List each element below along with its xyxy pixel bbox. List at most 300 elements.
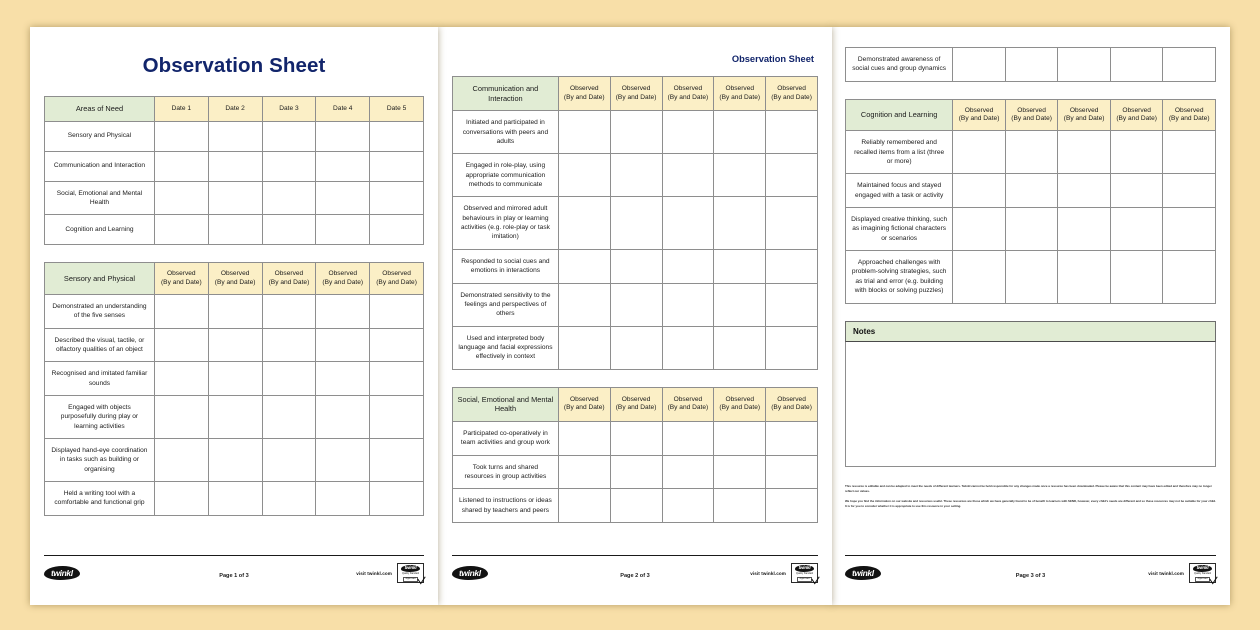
entry-cell[interactable] bbox=[766, 489, 818, 523]
entry-cell[interactable] bbox=[558, 283, 610, 326]
entry-cell[interactable] bbox=[662, 111, 714, 154]
badge-line-1: Quality Standard bbox=[401, 573, 420, 576]
badge-twinkl-logo: twinkl bbox=[401, 565, 420, 572]
entry-cell[interactable] bbox=[316, 215, 370, 245]
entry-cell[interactable] bbox=[370, 294, 424, 328]
observed-line2: (By and Date) bbox=[322, 278, 364, 286]
row-label: Demonstrated an understanding of the five senses bbox=[45, 294, 155, 328]
entry-cell[interactable] bbox=[154, 121, 208, 151]
row-label: Displayed creative thinking, such as imagining fictional characters or scenarios bbox=[846, 207, 953, 250]
column-header-observed-2 bbox=[610, 77, 662, 111]
visit-link[interactable]: visit twinkl.com bbox=[1148, 570, 1184, 576]
entry-cell[interactable] bbox=[154, 362, 208, 396]
observed-line1: Observed bbox=[274, 270, 304, 278]
entry-cell[interactable] bbox=[316, 294, 370, 328]
disclaimer-paragraph-1: This resource is editable and can be adapted to meet the needs of different learners. Twinkl cannot be held responsible for any changes made once a resource has been downloaded. Please be aware that this content may have been edited and therefore may no longer reflect our values. bbox=[845, 483, 1212, 494]
entry-cell[interactable] bbox=[558, 326, 610, 369]
observed-line2: (By and Date) bbox=[719, 93, 761, 101]
page-1-content bbox=[30, 27, 438, 605]
observed-line2: (By and Date) bbox=[563, 93, 605, 101]
entry-cell[interactable] bbox=[662, 197, 714, 249]
observed-line1: Observed bbox=[382, 270, 411, 278]
table-areas-of-need bbox=[44, 96, 424, 245]
table-row bbox=[453, 455, 818, 489]
entry-cell[interactable] bbox=[766, 249, 818, 283]
row-label: Used and interpreted body language and facial expressions effectively in context bbox=[453, 326, 559, 369]
entry-cell[interactable] bbox=[1110, 251, 1163, 303]
column-header-observed-2 bbox=[208, 263, 262, 294]
entry-cell[interactable] bbox=[370, 328, 424, 362]
row-label: Listened to instructions or ideas shared by teachers and peers bbox=[453, 489, 559, 523]
entry-cell[interactable] bbox=[558, 111, 610, 154]
row-label: Sensory and Physical bbox=[45, 121, 155, 151]
entry-cell[interactable] bbox=[714, 421, 766, 455]
column-header-observed-5 bbox=[766, 77, 818, 111]
table-row bbox=[453, 197, 818, 249]
footer-right bbox=[697, 563, 818, 583]
column-header-observed-5 bbox=[766, 387, 818, 421]
column-header-observed-1 bbox=[953, 99, 1006, 130]
entry-cell[interactable] bbox=[953, 174, 1006, 208]
entry-cell[interactable] bbox=[262, 294, 316, 328]
entry-cell[interactable] bbox=[154, 215, 208, 245]
entry-cell[interactable] bbox=[370, 482, 424, 516]
table-cognition-and-learning bbox=[845, 99, 1216, 304]
entry-cell[interactable] bbox=[262, 151, 316, 181]
observed-line2: (By and Date) bbox=[771, 404, 812, 412]
table-row bbox=[45, 294, 424, 328]
page-footer bbox=[845, 555, 1216, 583]
entry-cell[interactable] bbox=[262, 482, 316, 516]
column-header-social-emotional-mental-health: Social, Emotional and Mental Health bbox=[453, 387, 559, 421]
column-header-date-5: Date 5 bbox=[370, 97, 424, 122]
column-header-observed-1 bbox=[558, 77, 610, 111]
table-header-row bbox=[45, 97, 424, 122]
entry-cell[interactable] bbox=[953, 251, 1006, 303]
entry-cell[interactable] bbox=[370, 439, 424, 482]
table-row bbox=[45, 328, 424, 362]
table-social-emotional-mental-health-continued bbox=[845, 47, 1216, 82]
entry-cell[interactable] bbox=[154, 439, 208, 482]
observed-line1: Observed bbox=[777, 396, 806, 404]
quality-standard-badge bbox=[791, 563, 818, 583]
page-2-content bbox=[438, 27, 832, 605]
observed-line1: Observed bbox=[725, 396, 755, 404]
badge-line-2: Approved bbox=[1195, 577, 1211, 582]
column-header-cognition-and-learning: Cognition and Learning bbox=[846, 99, 953, 130]
page-title: Observation Sheet bbox=[142, 54, 326, 77]
entry-cell[interactable] bbox=[1163, 48, 1216, 82]
entry-cell[interactable] bbox=[1058, 131, 1111, 174]
table-row bbox=[453, 249, 818, 283]
entry-cell[interactable] bbox=[1005, 174, 1058, 208]
entry-cell[interactable] bbox=[316, 151, 370, 181]
twinkl-logo: twinkl bbox=[845, 566, 881, 580]
entry-cell[interactable] bbox=[316, 395, 370, 438]
row-label: Described the visual, tactile, or olfactory qualities of an object bbox=[45, 328, 155, 362]
row-label: Displayed hand-eye coordination in tasks such as building or organising bbox=[45, 439, 155, 482]
table-header-row bbox=[453, 77, 818, 111]
quality-standard-badge bbox=[397, 563, 424, 583]
fine-print-disclaimer bbox=[845, 484, 1216, 511]
entry-cell[interactable] bbox=[316, 328, 370, 362]
entry-cell[interactable] bbox=[370, 362, 424, 396]
column-header-observed-5 bbox=[370, 263, 424, 294]
check-mark-icon bbox=[417, 576, 426, 585]
column-header-observed-3 bbox=[1058, 99, 1111, 130]
row-label: Demonstrated sensitivity to the feelings and perspectives of others bbox=[453, 283, 559, 326]
column-header-observed-2 bbox=[1005, 99, 1058, 130]
entry-cell[interactable] bbox=[766, 111, 818, 154]
table-row bbox=[45, 181, 424, 215]
entry-cell[interactable] bbox=[1005, 207, 1058, 250]
table-row bbox=[846, 131, 1216, 174]
entry-cell[interactable] bbox=[208, 395, 262, 438]
observed-line2: (By and Date) bbox=[214, 278, 256, 286]
entry-cell[interactable] bbox=[766, 455, 818, 489]
row-label: Demonstrated awareness of social cues and group dynamics bbox=[846, 48, 953, 82]
entry-cell[interactable] bbox=[610, 197, 662, 249]
entry-cell[interactable] bbox=[610, 489, 662, 523]
observed-line2: (By and Date) bbox=[719, 404, 761, 412]
column-header-date-1: Date 1 bbox=[154, 97, 208, 122]
entry-cell[interactable] bbox=[154, 151, 208, 181]
table-row bbox=[45, 215, 424, 245]
observed-line1: Observed bbox=[777, 85, 806, 93]
table-row bbox=[45, 362, 424, 396]
entry-cell[interactable] bbox=[208, 121, 262, 151]
observed-line2: (By and Date) bbox=[615, 93, 657, 101]
entry-cell[interactable] bbox=[1058, 207, 1111, 250]
row-label: Engaged with objects purposefully during play or learning activities bbox=[45, 395, 155, 438]
entry-cell[interactable] bbox=[208, 151, 262, 181]
table-row bbox=[453, 154, 818, 197]
entry-cell[interactable] bbox=[662, 326, 714, 369]
column-header-areas-of-need: Areas of Need bbox=[45, 97, 155, 122]
entry-cell[interactable] bbox=[662, 421, 714, 455]
row-label: Engaged in role-play, using appropriate communication methods to communicate bbox=[453, 154, 559, 197]
entry-cell[interactable] bbox=[558, 489, 610, 523]
observed-line2: (By and Date) bbox=[615, 404, 657, 412]
page-title-small: Observation Sheet bbox=[731, 54, 814, 64]
badge-twinkl-logo: twinkl bbox=[1193, 565, 1212, 572]
entry-cell[interactable] bbox=[558, 197, 610, 249]
table-header-row bbox=[846, 99, 1216, 130]
entry-cell[interactable] bbox=[208, 215, 262, 245]
entry-cell[interactable] bbox=[714, 489, 766, 523]
check-mark-icon bbox=[811, 576, 820, 585]
entry-cell[interactable] bbox=[953, 48, 1006, 82]
observed-line2: (By and Date) bbox=[1116, 114, 1157, 122]
row-label: Maintained focus and stayed engaged with a task or activity bbox=[846, 174, 953, 208]
page-number: Page 2 of 3 bbox=[620, 573, 650, 579]
entry-cell[interactable] bbox=[154, 181, 208, 215]
entry-cell[interactable] bbox=[953, 207, 1006, 250]
observed-line2: (By and Date) bbox=[376, 278, 417, 286]
observed-line2: (By and Date) bbox=[1063, 114, 1105, 122]
observed-line1: Observed bbox=[964, 106, 994, 114]
entry-cell[interactable] bbox=[1163, 207, 1216, 250]
observed-line1: Observed bbox=[167, 270, 196, 278]
observed-line2: (By and Date) bbox=[1011, 114, 1052, 122]
entry-cell[interactable] bbox=[1058, 48, 1111, 82]
footer-left bbox=[845, 566, 967, 580]
entry-cell[interactable] bbox=[154, 328, 208, 362]
observed-line2: (By and Date) bbox=[667, 404, 709, 412]
entry-cell[interactable] bbox=[154, 294, 208, 328]
notes-section bbox=[845, 321, 1216, 467]
column-header-observed-2 bbox=[610, 387, 662, 421]
entry-cell[interactable] bbox=[558, 455, 610, 489]
table-row bbox=[453, 111, 818, 154]
entry-cell[interactable] bbox=[662, 283, 714, 326]
entry-cell[interactable] bbox=[610, 111, 662, 154]
entry-cell[interactable] bbox=[262, 328, 316, 362]
page-number: Page 3 of 3 bbox=[1015, 573, 1046, 579]
entry-cell[interactable] bbox=[558, 421, 610, 455]
observed-line1: Observed bbox=[725, 85, 755, 93]
observed-line2: (By and Date) bbox=[667, 93, 709, 101]
entry-cell[interactable] bbox=[610, 249, 662, 283]
entry-cell[interactable] bbox=[1058, 251, 1111, 303]
footer-center bbox=[169, 564, 298, 582]
column-header-observed-4 bbox=[714, 387, 766, 421]
badge-line-1: Quality Standard bbox=[795, 573, 814, 576]
table-row bbox=[453, 489, 818, 523]
document-page-3[interactable] bbox=[831, 27, 1230, 605]
entry-cell[interactable] bbox=[1110, 131, 1163, 174]
entry-cell[interactable] bbox=[316, 482, 370, 516]
entry-cell[interactable] bbox=[714, 154, 766, 197]
observed-line2: (By and Date) bbox=[563, 404, 605, 412]
twinkl-logo: twinkl bbox=[44, 566, 80, 580]
entry-cell[interactable] bbox=[1163, 131, 1216, 174]
disclaimer-paragraph-2: We hope you find the information on our website and resources useful. These resources are those which we have generally found to be of benefit to learners with SEND, however, every child's needs are different and so these resources may not be suitable for your child. It is for you to consider whether it is appropriate to use this resource in your setting. bbox=[845, 498, 1216, 509]
entry-cell[interactable] bbox=[558, 249, 610, 283]
entry-cell[interactable] bbox=[662, 489, 714, 523]
check-mark-icon bbox=[1209, 576, 1218, 585]
column-header-observed-4 bbox=[1110, 99, 1163, 130]
table-header-row bbox=[453, 387, 818, 421]
entry-cell[interactable] bbox=[1163, 174, 1216, 208]
observed-line1: Observed bbox=[1017, 106, 1046, 114]
quality-standard-badge bbox=[1189, 563, 1216, 583]
table-row bbox=[846, 207, 1216, 250]
twinkl-logo: twinkl bbox=[452, 566, 488, 580]
footer-left bbox=[44, 566, 169, 580]
entry-cell[interactable] bbox=[316, 181, 370, 215]
document-page-1[interactable] bbox=[30, 27, 438, 605]
entry-cell[interactable] bbox=[714, 111, 766, 154]
column-header-observed-1 bbox=[154, 263, 208, 294]
observed-line1: Observed bbox=[328, 270, 358, 278]
entry-cell[interactable] bbox=[208, 362, 262, 396]
entry-cell[interactable] bbox=[316, 439, 370, 482]
observed-line2: (By and Date) bbox=[160, 278, 202, 286]
entry-cell[interactable] bbox=[262, 395, 316, 438]
entry-cell[interactable] bbox=[766, 283, 818, 326]
column-header-observed-4 bbox=[316, 263, 370, 294]
entry-cell[interactable] bbox=[370, 151, 424, 181]
observed-line1: Observed bbox=[673, 85, 703, 93]
page-footer bbox=[452, 555, 818, 583]
page-3-top-spacer bbox=[845, 27, 1216, 47]
column-header-date-3: Date 3 bbox=[262, 97, 316, 122]
entry-cell[interactable] bbox=[714, 283, 766, 326]
observed-line2: (By and Date) bbox=[958, 114, 1000, 122]
entry-cell[interactable] bbox=[208, 294, 262, 328]
row-label: Cognition and Learning bbox=[45, 215, 155, 245]
entry-cell[interactable] bbox=[714, 455, 766, 489]
observed-line1: Observed bbox=[1069, 106, 1099, 114]
entry-cell[interactable] bbox=[1110, 174, 1163, 208]
entry-cell[interactable] bbox=[1110, 48, 1163, 82]
row-label: Social, Emotional and Mental Health bbox=[45, 181, 155, 215]
row-label: Reliably remembered and recalled items from a list (three or more) bbox=[846, 131, 953, 174]
entry-cell[interactable] bbox=[610, 283, 662, 326]
observed-line1: Observed bbox=[1174, 106, 1204, 114]
entry-cell[interactable] bbox=[610, 154, 662, 197]
entry-cell[interactable] bbox=[262, 181, 316, 215]
entry-cell[interactable] bbox=[1005, 251, 1058, 303]
table-row bbox=[45, 482, 424, 516]
observed-line1: Observed bbox=[673, 396, 703, 404]
badge-line-2: Approved bbox=[797, 577, 813, 582]
footer-right bbox=[299, 563, 424, 583]
observed-line1: Observed bbox=[569, 396, 599, 404]
entry-cell[interactable] bbox=[262, 215, 316, 245]
entry-cell[interactable] bbox=[370, 121, 424, 151]
column-header-observed-3 bbox=[662, 387, 714, 421]
page-3-content bbox=[831, 27, 1230, 605]
entry-cell[interactable] bbox=[208, 328, 262, 362]
observed-line1: Observed bbox=[621, 396, 651, 404]
column-header-observed-4 bbox=[714, 77, 766, 111]
table-communication-and-interaction bbox=[452, 76, 818, 370]
observed-line2: (By and Date) bbox=[268, 278, 310, 286]
entry-cell[interactable] bbox=[1110, 207, 1163, 250]
visit-link[interactable]: visit twinkl.com bbox=[750, 570, 786, 576]
row-label: Recognised and imitated familiar sounds bbox=[45, 362, 155, 396]
column-header-observed-3 bbox=[662, 77, 714, 111]
entry-cell[interactable] bbox=[610, 455, 662, 489]
badge-twinkl-logo: twinkl bbox=[795, 565, 814, 572]
entry-cell[interactable] bbox=[262, 439, 316, 482]
observed-line1: Observed bbox=[621, 85, 651, 93]
column-header-observed-3 bbox=[262, 263, 316, 294]
entry-cell[interactable] bbox=[154, 482, 208, 516]
entry-cell[interactable] bbox=[766, 154, 818, 197]
entry-cell[interactable] bbox=[154, 395, 208, 438]
table-row bbox=[45, 121, 424, 151]
entry-cell[interactable] bbox=[262, 121, 316, 151]
entry-cell[interactable] bbox=[316, 121, 370, 151]
entry-cell[interactable] bbox=[766, 326, 818, 369]
table-header-row bbox=[45, 263, 424, 294]
column-header-communication-and-interaction: Communication and Interaction bbox=[453, 77, 559, 111]
entry-cell[interactable] bbox=[208, 439, 262, 482]
observed-line1: Observed bbox=[569, 85, 599, 93]
table-sensory-and-physical bbox=[44, 262, 424, 516]
visit-link[interactable]: visit twinkl.com bbox=[356, 570, 392, 576]
entry-cell[interactable] bbox=[714, 326, 766, 369]
entry-cell[interactable] bbox=[610, 326, 662, 369]
table-row bbox=[846, 48, 1216, 82]
table-row bbox=[846, 174, 1216, 208]
footer-center bbox=[573, 564, 697, 582]
row-label: Observed and mirrored adult behaviours in play or learning activities (e.g. role-play or task imitation) bbox=[453, 197, 559, 249]
entry-cell[interactable] bbox=[953, 131, 1006, 174]
entry-cell[interactable] bbox=[370, 181, 424, 215]
entry-cell[interactable] bbox=[208, 181, 262, 215]
footer-center bbox=[967, 564, 1093, 582]
observed-line1: Observed bbox=[1122, 106, 1151, 114]
entry-cell[interactable] bbox=[370, 215, 424, 245]
entry-cell[interactable] bbox=[1163, 251, 1216, 303]
table-row bbox=[453, 421, 818, 455]
entry-cell[interactable] bbox=[662, 154, 714, 197]
row-label: Communication and Interaction bbox=[45, 151, 155, 181]
entry-cell[interactable] bbox=[714, 249, 766, 283]
notes-input-area[interactable] bbox=[845, 342, 1216, 467]
entry-cell[interactable] bbox=[714, 197, 766, 249]
table-row bbox=[45, 439, 424, 482]
column-header-observed-5 bbox=[1163, 99, 1216, 130]
table-row bbox=[453, 326, 818, 369]
entry-cell[interactable] bbox=[766, 197, 818, 249]
column-header-sensory-and-physical: Sensory and Physical bbox=[45, 263, 155, 294]
row-label: Took turns and shared resources in group activities bbox=[453, 455, 559, 489]
table-row bbox=[453, 283, 818, 326]
entry-cell[interactable] bbox=[766, 421, 818, 455]
page-number: Page 1 of 3 bbox=[219, 573, 249, 579]
footer-left bbox=[452, 566, 573, 580]
entry-cell[interactable] bbox=[662, 249, 714, 283]
column-header-date-2: Date 2 bbox=[208, 97, 262, 122]
row-label: Approached challenges with problem-solving strategies, such as trial and error (e.g. building with blocks or solving puzzles) bbox=[846, 251, 953, 303]
observed-line2: (By and Date) bbox=[771, 93, 812, 101]
entry-cell[interactable] bbox=[208, 482, 262, 516]
table-row bbox=[846, 251, 1216, 303]
column-header-date-4: Date 4 bbox=[316, 97, 370, 122]
column-header-observed-1 bbox=[558, 387, 610, 421]
entry-cell[interactable] bbox=[316, 362, 370, 396]
entry-cell[interactable] bbox=[662, 455, 714, 489]
page-footer bbox=[44, 555, 424, 583]
entry-cell[interactable] bbox=[558, 154, 610, 197]
observed-line1: Observed bbox=[220, 270, 250, 278]
document-page-2[interactable] bbox=[438, 27, 832, 605]
entry-cell[interactable] bbox=[1005, 48, 1058, 82]
entry-cell[interactable] bbox=[370, 395, 424, 438]
observed-line2: (By and Date) bbox=[1168, 114, 1210, 122]
footer-right bbox=[1094, 563, 1216, 583]
table-row bbox=[45, 395, 424, 438]
badge-line-1: Quality Standard bbox=[1193, 573, 1212, 576]
row-label: Held a writing tool with a comfortable and functional grip bbox=[45, 482, 155, 516]
row-label: Participated co-operatively in team activities and group work bbox=[453, 421, 559, 455]
entry-cell[interactable] bbox=[1058, 174, 1111, 208]
entry-cell[interactable] bbox=[1005, 131, 1058, 174]
entry-cell[interactable] bbox=[262, 362, 316, 396]
entry-cell[interactable] bbox=[610, 421, 662, 455]
table-social-emotional-mental-health bbox=[452, 387, 818, 523]
badge-line-2: Approved bbox=[403, 577, 419, 582]
row-label: Initiated and participated in conversations with peers and adults bbox=[453, 111, 559, 154]
row-label: Responded to social cues and emotions in interactions bbox=[453, 249, 559, 283]
notes-header: Notes bbox=[845, 321, 1216, 342]
table-row bbox=[45, 151, 424, 181]
